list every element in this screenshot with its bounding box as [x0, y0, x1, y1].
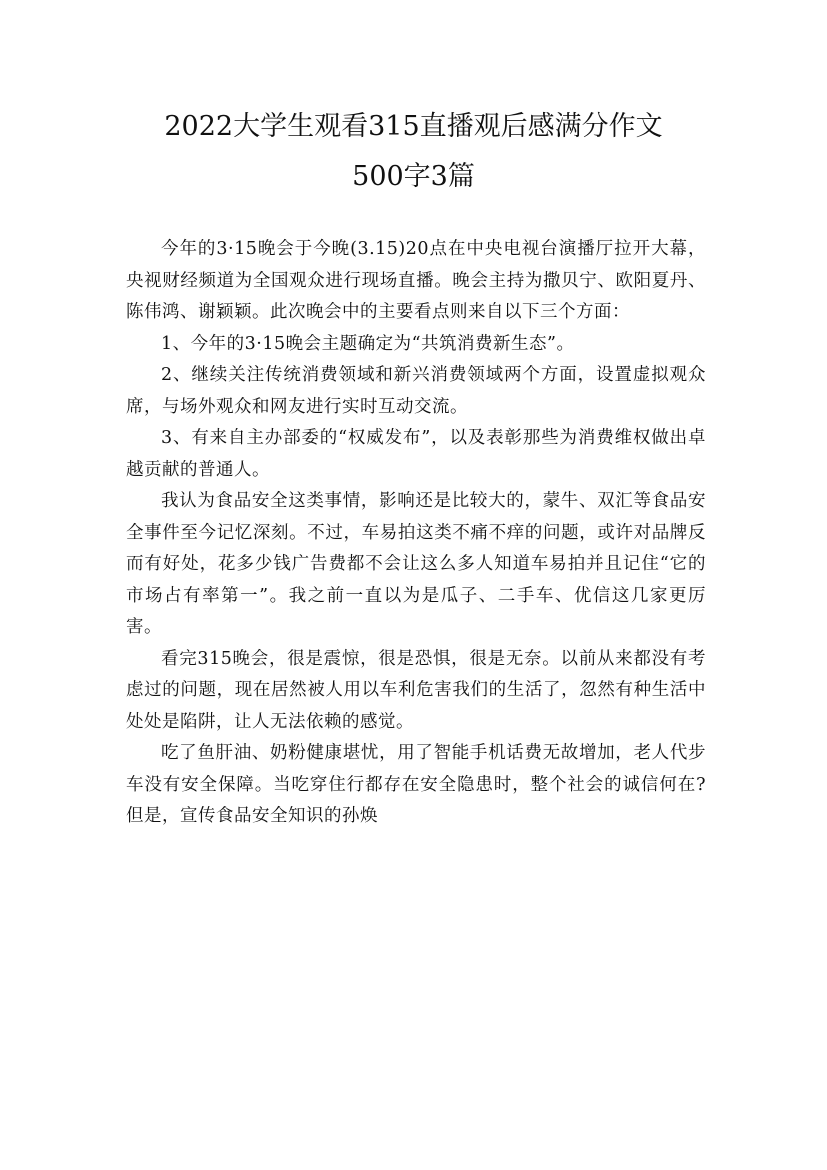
- title-line-1: 2022大学生观看315直播观后感满分作文: [164, 111, 663, 142]
- title-line-2: 500字3篇: [352, 161, 475, 192]
- paragraph-food-safety: 我认为食品安全这类事情，影响还是比较大的，蒙牛、双汇等食品安全事件至今记忆深刻。不过，车易拍这类不痛不痒的问题，或许对品牌反而有好处，花多少钱广告费都不会让这么多人知道车易拍并且记住“它的市场占有率第一”。我之前一直以为是瓜子、二手车、优信这几家更厉害。: [126, 491, 706, 637]
- document-body: [126, 234, 706, 833]
- paragraph-concerns: 吃了鱼肝油、奶粉健康堪忧，用了智能手机话费无故增加，老人代步车没有安全保障。当吃穿住行都存在安全隐患时，整个社会的诚信何在?但是，宣传食品安全知识的孙焕: [126, 743, 706, 826]
- paragraph-point-3: 3、有来自主办部委的“权威发布”，以及表彰那些为消费维权做出卓越贡献的普通人。: [126, 428, 706, 480]
- paragraph-point-1: 1、今年的3·15晚会主题确定为“共筑消费新生态”。: [161, 333, 575, 354]
- paragraph-intro: 今年的3·15晚会于今晚(3.15)20点在中央电视台演播厅拉开大幕，央视财经频道为全国观众进行现场直播。晚会主持为撒贝宁、欧阳夏丹、陈伟鸿、谢颖颖。此次晚会中的主要看点则来自以下三个方面：: [126, 239, 706, 322]
- paragraph-reaction: 看完315晚会，很是震惊，很是恐惧，很是无奈。以前从来都没有考虑过的问题，现在居然被人用以车利危害我们的生活了，忽然有种生活中处处是陷阱，让人无法依赖的感觉。: [126, 648, 706, 732]
- paragraph-point-2: 2、继续关注传统消费领域和新兴消费领域两个方面，设置虚拟观众席，与场外观众和网友进行实时互动交流。: [126, 365, 706, 417]
- document-title: [80, 102, 747, 202]
